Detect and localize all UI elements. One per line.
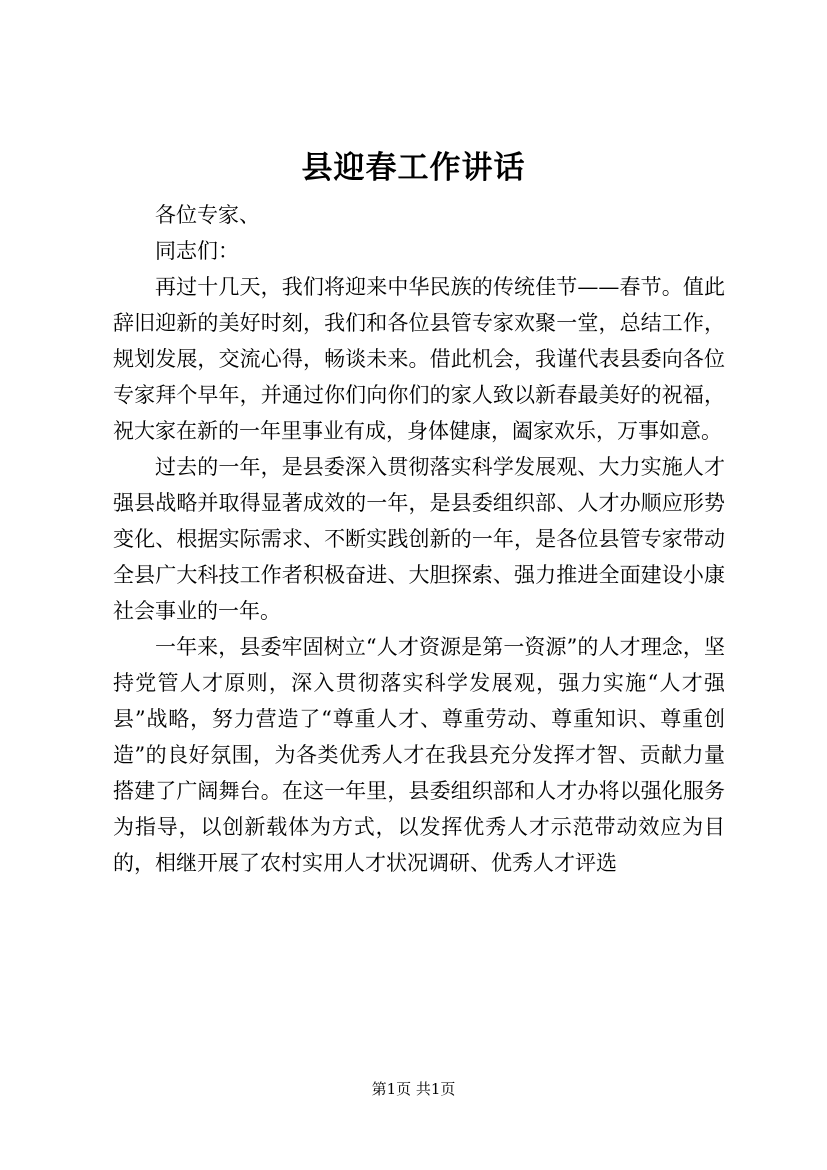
document-title: 县迎春工作讲话	[301, 150, 526, 186]
paragraph-1: 再过十几天，我们将迎来中华民族的传统佳节——春节。值此辞旧迎新的美好时刻，我们和各位县管专家欢聚一堂，总结工作，规划发展，交流心得，畅谈未来。借此机会，我谨代表县委向各位专家拜个早年，并通过你们向你们的家人致以新春最美好的祝福，祝大家在新的一年里事业有成，身体健康，阖家欢乐，万事如意。	[113, 275, 725, 443]
paragraph-2: 过去的一年，是县委深入贯彻落实科学发展观、大力实施人才强县战略并取得显著成效的一年，是县委组织部、人才办顺应形势变化、根据实际需求、不断实践创新的一年，是各位县管专家带动全县广大科技工作者积极奋进、大胆探索、强力推进全面建设小康社会事业的一年。	[113, 455, 725, 623]
page-footer: 第1页 共1页	[371, 1080, 456, 1098]
salutation-line-1: 各位专家、	[155, 203, 260, 227]
salutation-line-2: 同志们：	[155, 239, 239, 263]
document-body	[113, 197, 725, 881]
paragraph-3: 一年来，县委牢固树立“人才资源是第一资源”的人才理念，坚持党管人才原则，深入贯彻落实科学发展观，强力实施“人才强县”战略，努力营造了“尊重人才、尊重劳动、尊重知识、尊重创造”的良好氛围，为各类优秀人才在我县充分发挥才智、贡献力量搭建了广阔舞台。在这一年里，县委组织部和人才办将以强化服务为指导，以创新载体为方式，以发挥优秀人才示范带动效应为目的，相继开展了农村实用人才状况调研、优秀人才评选	[113, 635, 725, 875]
